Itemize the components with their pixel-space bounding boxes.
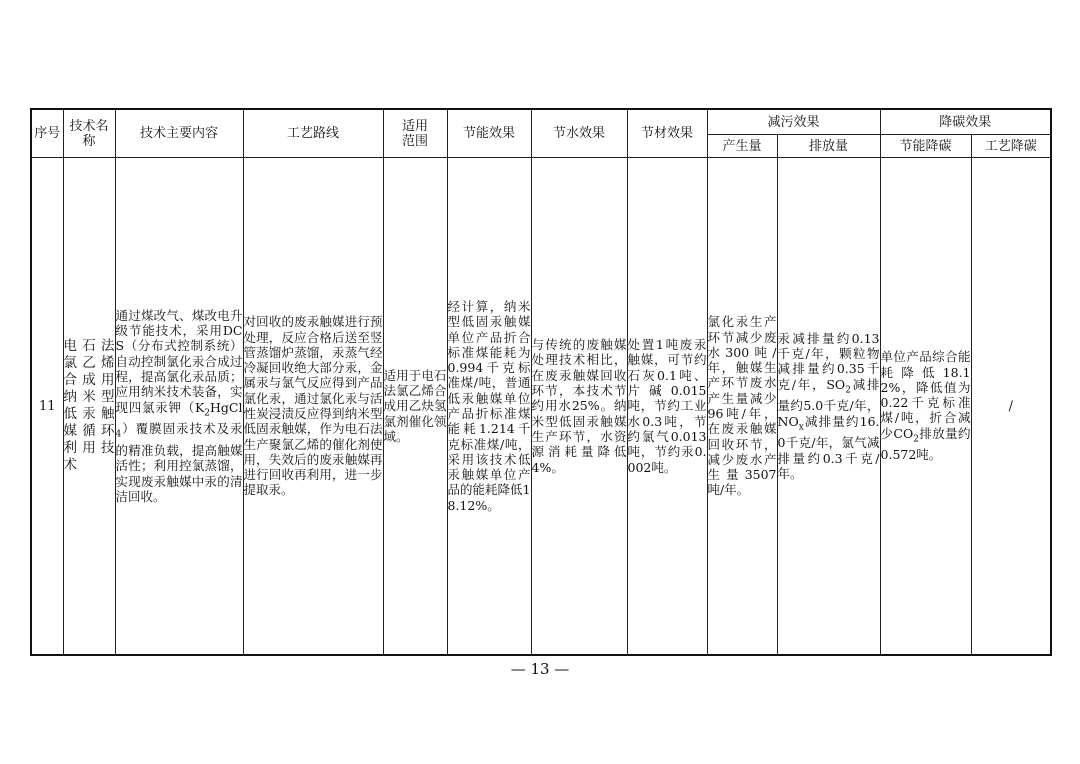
header-emission: 排放量: [777, 135, 880, 158]
header-energy-carbon: 节能降碳: [880, 135, 971, 158]
cell-main-content: 通过煤改气、煤改电升级节能技术，采用DCS（分布式控制系统）自动控制氯化汞合成过程，提高氯化汞品质；应用纳米技术装备，实现四氯汞钾$(K_2HgCl_4)$覆膜固汞技术及汞的精准负载，提高触媒活性；利用控氯蒸馏，实现废汞触媒中汞的清洁回收。: [115, 158, 243, 656]
technology-table: [30, 108, 1052, 656]
header-route: 工艺路线: [243, 109, 383, 158]
header-scope: 适用范围: [383, 109, 447, 158]
header-tech-name: 技术名称: [63, 109, 115, 158]
cell-energy-carbon: 单位产品综合能耗降低18.12%，降低值为0.22千克标准煤/吨，折合减少$CO_2$排放量约0.572吨。: [880, 158, 971, 656]
cell-produce: 氯化汞生产环节减少废水300吨/年，触媒生产环节废水产生量减少96吨/年，在废汞触媒回收环节，减少废水产生量3507吨/年。: [707, 158, 777, 656]
cell-tech-name: 电石法氯乙烯合成用纳米型低汞触媒循环利用技术: [63, 158, 115, 656]
cell-route: 对回收的废汞触媒进行预处理，反应合格后送至竖管蒸馏炉蒸馏，汞蒸气经冷凝回收绝大部分汞，金属汞与氯气反应得到产品氯化汞，通过氯化汞与活性炭浸渍反应得到纳米型低固汞触媒，作为电石法生产聚氯乙烯的催化剂使用，失效后的废汞触媒再进行回收再利用，进一步提取汞。: [243, 158, 383, 656]
header-seq: 序号: [31, 109, 63, 158]
header-water: 节水效果: [531, 109, 627, 158]
header-material: 节材效果: [627, 109, 707, 158]
page-number: — 13 —: [510, 660, 570, 678]
header-carbon: 降碳效果: [880, 109, 1051, 135]
table-row: [31, 158, 1051, 656]
cell-process-carbon: /: [971, 158, 1051, 656]
cell-scope: 适用于电石法氯乙烯合成用乙炔氢氯剂催化领域。: [383, 158, 447, 656]
cell-water: 与传统的废触媒处理技术相比，在废汞触媒回收环节，本技术节约用水25%。纳米型低固汞触媒生产环节，水资源消耗量降低4%。: [531, 158, 627, 656]
header-produce: 产生量: [707, 135, 777, 158]
cell-emission: 汞减排量约0.13千克/年，颗粒物减排量约0.35千克/年，$SO_2$减排量约5.0千克/年，$NO_x$减排量约16.0千克/年，氯气减排量约0.3千克/年。: [777, 158, 880, 656]
header-energy: 节能效果: [447, 109, 531, 158]
header-process-carbon: 工艺降碳: [971, 135, 1051, 158]
cell-material: 处置1吨废汞触媒，可节约石灰0.1吨、片碱0.015吨，节约工业水0.3吨，节约氯气0.013吨，节约汞0.002吨。: [627, 158, 707, 656]
cell-seq: 11: [31, 158, 63, 656]
header-main-content: 技术主要内容: [115, 109, 243, 158]
header-pollution: 减污效果: [707, 109, 880, 135]
cell-energy: 经计算，纳米型低固汞触媒单位产品折合标准煤能耗为0.994千克标准煤/吨，普通低汞触媒单位产品折标准煤能耗1.214千克标准煤/吨，采用该技术低汞触媒单位产品的能耗降低18.12%。: [447, 158, 531, 656]
